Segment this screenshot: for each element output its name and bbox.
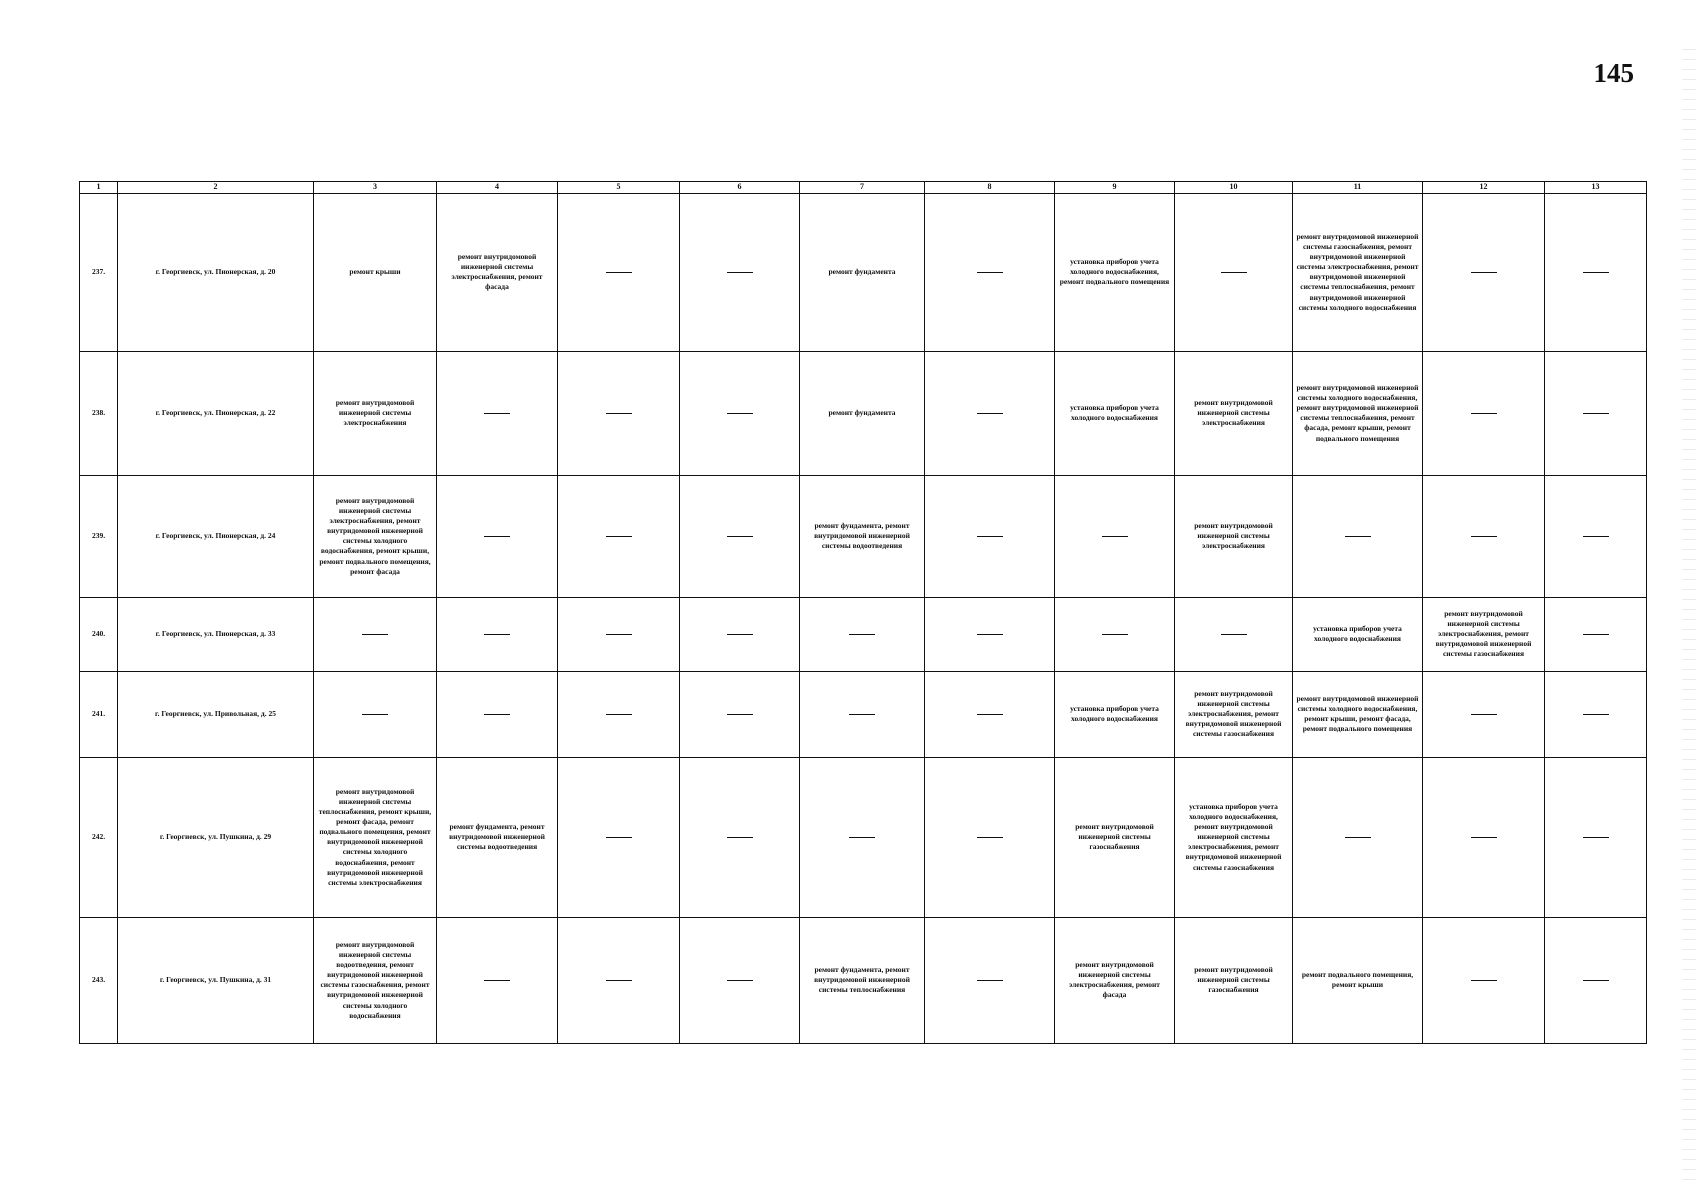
work-description-cell: ремонт фундамента <box>800 193 925 351</box>
empty-cell <box>680 917 800 1043</box>
column-number-header: 11 <box>1293 182 1423 194</box>
empty-cell <box>558 193 680 351</box>
row-number: 242. <box>80 757 118 917</box>
empty-cell <box>925 193 1055 351</box>
empty-cell <box>800 757 925 917</box>
empty-cell <box>925 757 1055 917</box>
dash-mark <box>484 413 510 414</box>
dash-mark <box>977 714 1003 715</box>
building-address: г. Георгиевск, ул. Пушкина, д. 31 <box>118 917 314 1043</box>
dash-mark <box>606 634 632 635</box>
empty-cell <box>1545 917 1647 1043</box>
dash-mark <box>484 980 510 981</box>
dash-mark <box>606 413 632 414</box>
work-description-cell: ремонт фундамента, ремонт внутридомовой инженерной системы водоотведения <box>800 475 925 597</box>
dash-mark <box>1583 837 1609 838</box>
work-description-cell: ремонт крыши <box>314 193 437 351</box>
dash-mark <box>1471 413 1497 414</box>
work-description-cell: установка приборов учета холодного водоснабжения, ремонт подвального помещения <box>1055 193 1175 351</box>
empty-cell <box>925 671 1055 757</box>
work-description-cell: установка приборов учета холодного водоснабжения <box>1055 351 1175 475</box>
work-description-cell: ремонт внутридомовой инженерной системы электроснабжения, ремонт внутридомовой инженерной системы газоснабжения <box>1175 671 1293 757</box>
empty-cell <box>558 597 680 671</box>
empty-cell <box>1293 475 1423 597</box>
empty-cell <box>680 671 800 757</box>
dash-mark <box>727 837 753 838</box>
building-address: г. Георгиевск, ул. Привольная, д. 25 <box>118 671 314 757</box>
dash-mark <box>1583 714 1609 715</box>
work-description-cell: ремонт внутридомовой инженерной системы электроснабжения, ремонт внутридомовой инженерной системы холодного водоснабжения, ремонт крыши, ремонт подвального помещения, ремонт фасада <box>314 475 437 597</box>
dash-mark <box>1221 634 1247 635</box>
dash-mark <box>849 634 875 635</box>
empty-cell <box>558 757 680 917</box>
dash-mark <box>727 536 753 537</box>
empty-cell <box>1175 597 1293 671</box>
column-number-header: 1 <box>80 182 118 194</box>
dash-mark <box>1471 714 1497 715</box>
work-description-cell: ремонт внутридомовой инженерной системы электроснабжения <box>314 351 437 475</box>
work-description-cell: ремонт фундамента, ремонт внутридомовой инженерной системы водоотведения <box>437 757 558 917</box>
work-description-cell: ремонт внутридомовой инженерной системы газоснабжения <box>1055 757 1175 917</box>
empty-cell <box>1423 757 1545 917</box>
empty-cell <box>925 351 1055 475</box>
dash-mark <box>849 714 875 715</box>
column-number-header: 4 <box>437 182 558 194</box>
work-description-cell: ремонт внутридомовой инженерной системы электроснабжения, ремонт фасада <box>437 193 558 351</box>
dash-mark <box>484 714 510 715</box>
dash-mark <box>1471 272 1497 273</box>
work-description-cell: ремонт внутридомовой инженерной системы газоснабжения <box>1175 917 1293 1043</box>
empty-cell <box>1423 671 1545 757</box>
empty-cell <box>1423 917 1545 1043</box>
dash-mark <box>977 837 1003 838</box>
repair-schedule-table <box>79 181 1647 1044</box>
building-address: г. Георгиевск, ул. Пионерская, д. 33 <box>118 597 314 671</box>
row-number: 243. <box>80 917 118 1043</box>
dash-mark <box>484 536 510 537</box>
empty-cell <box>558 351 680 475</box>
empty-cell <box>437 917 558 1043</box>
dash-mark <box>606 714 632 715</box>
row-number: 239. <box>80 475 118 597</box>
column-number-header: 5 <box>558 182 680 194</box>
empty-cell <box>437 597 558 671</box>
dash-mark <box>1345 536 1371 537</box>
empty-cell <box>558 475 680 597</box>
work-description-cell: установка приборов учета холодного водоснабжения <box>1293 597 1423 671</box>
dash-mark <box>1583 980 1609 981</box>
dash-mark <box>727 272 753 273</box>
dash-mark <box>1471 980 1497 981</box>
page-number: 145 <box>1593 58 1634 88</box>
work-description-cell: ремонт внутридомовой инженерной системы электроснабжения, ремонт фасада <box>1055 917 1175 1043</box>
work-description-cell: ремонт внутридомовой инженерной системы электроснабжения <box>1175 351 1293 475</box>
empty-cell <box>925 597 1055 671</box>
table-body <box>80 193 1647 1043</box>
column-number-header: 12 <box>1423 182 1545 194</box>
column-number-header: 2 <box>118 182 314 194</box>
empty-cell <box>1423 475 1545 597</box>
dash-mark <box>727 980 753 981</box>
dash-mark <box>606 980 632 981</box>
empty-cell <box>1423 193 1545 351</box>
dash-mark <box>1221 272 1247 273</box>
dash-mark <box>977 980 1003 981</box>
building-address: г. Георгиевск, ул. Пионерская, д. 22 <box>118 351 314 475</box>
column-number-header: 7 <box>800 182 925 194</box>
work-description-cell: ремонт внутридомовой инженерной системы холодного водоснабжения, ремонт внутридомовой инженерной системы теплоснабжения, ремонт фасада, ремонт крыши, ремонт подвального помещения <box>1293 351 1423 475</box>
column-number-header: 10 <box>1175 182 1293 194</box>
dash-mark <box>977 272 1003 273</box>
empty-cell <box>437 475 558 597</box>
table-row <box>80 597 1647 671</box>
dash-mark <box>1583 413 1609 414</box>
dash-mark <box>1583 634 1609 635</box>
dash-mark <box>727 714 753 715</box>
empty-cell <box>925 475 1055 597</box>
dash-mark <box>606 837 632 838</box>
dash-mark <box>1102 634 1128 635</box>
empty-cell <box>1545 671 1647 757</box>
empty-cell <box>800 671 925 757</box>
dash-mark <box>727 413 753 414</box>
dash-mark <box>849 837 875 838</box>
table-row <box>80 757 1647 917</box>
dash-mark <box>1345 837 1371 838</box>
empty-cell <box>925 917 1055 1043</box>
dash-mark <box>1583 272 1609 273</box>
work-description-cell: ремонт внутридомовой инженерной системы газоснабжения, ремонт внутридомовой инженерной системы электроснабжения, ремонт внутридомовой инженерной системы теплоснабжения, ремонт внутридомовой инженерной системы холодного водоснабжения <box>1293 193 1423 351</box>
building-address: г. Георгиевск, ул. Пионерская, д. 20 <box>118 193 314 351</box>
empty-cell <box>1423 351 1545 475</box>
empty-cell <box>1055 475 1175 597</box>
row-number: 240. <box>80 597 118 671</box>
scan-edge-noise <box>1682 40 1696 1180</box>
table-row <box>80 351 1647 475</box>
dash-mark <box>1471 837 1497 838</box>
empty-cell <box>680 757 800 917</box>
empty-cell <box>1545 193 1647 351</box>
table-row <box>80 193 1647 351</box>
dash-mark <box>606 536 632 537</box>
empty-cell <box>1055 597 1175 671</box>
column-number-header: 9 <box>1055 182 1175 194</box>
dash-mark <box>977 536 1003 537</box>
empty-cell <box>314 597 437 671</box>
column-number-row <box>80 182 1647 194</box>
dash-mark <box>484 634 510 635</box>
work-description-cell: ремонт внутридомовой инженерной системы теплоснабжения, ремонт крыши, ремонт фасада, ремонт подвального помещения, ремонт внутридомовой инженерной системы холодного водоснабжения, ремонт внутридомовой инженерной системы электроснабжения <box>314 757 437 917</box>
empty-cell <box>800 597 925 671</box>
dash-mark <box>1471 536 1497 537</box>
empty-cell <box>1175 193 1293 351</box>
dash-mark <box>362 634 388 635</box>
empty-cell <box>680 351 800 475</box>
column-number-header: 3 <box>314 182 437 194</box>
work-description-cell: ремонт внутридомовой инженерной системы электроснабжения, ремонт внутридомовой инженерной системы газоснабжения <box>1423 597 1545 671</box>
table-row <box>80 671 1647 757</box>
dash-mark <box>1102 536 1128 537</box>
table-row <box>80 475 1647 597</box>
work-description-cell: ремонт внутридомовой инженерной системы водоотведения, ремонт внутридомовой инженерной системы газоснабжения, ремонт внутридомовой инженерной системы холодного водоснабжения <box>314 917 437 1043</box>
work-description-cell: установка приборов учета холодного водоснабжения <box>1055 671 1175 757</box>
empty-cell <box>558 917 680 1043</box>
work-description-cell: ремонт подвального помещения, ремонт крыши <box>1293 917 1423 1043</box>
empty-cell <box>1545 351 1647 475</box>
empty-cell <box>314 671 437 757</box>
work-description-cell: ремонт внутридомовой инженерной системы электроснабжения <box>1175 475 1293 597</box>
work-description-cell: ремонт фундамента, ремонт внутридомовой инженерной системы теплоснабжения <box>800 917 925 1043</box>
dash-mark <box>977 413 1003 414</box>
empty-cell <box>1545 757 1647 917</box>
table-row <box>80 917 1647 1043</box>
dash-mark <box>606 272 632 273</box>
dash-mark <box>1583 536 1609 537</box>
work-description-cell: ремонт фундамента <box>800 351 925 475</box>
row-number: 237. <box>80 193 118 351</box>
dash-mark <box>362 714 388 715</box>
building-address: г. Георгиевск, ул. Пионерская, д. 24 <box>118 475 314 597</box>
empty-cell <box>437 671 558 757</box>
row-number: 238. <box>80 351 118 475</box>
empty-cell <box>1545 597 1647 671</box>
column-number-header: 13 <box>1545 182 1647 194</box>
column-number-header: 6 <box>680 182 800 194</box>
row-number: 241. <box>80 671 118 757</box>
empty-cell <box>680 597 800 671</box>
empty-cell <box>437 351 558 475</box>
dash-mark <box>727 634 753 635</box>
work-description-cell: установка приборов учета холодного водоснабжения, ремонт внутридомовой инженерной системы электроснабжения, ремонт внутридомовой инженерной системы газоснабжения <box>1175 757 1293 917</box>
empty-cell <box>1293 757 1423 917</box>
work-description-cell: ремонт внутридомовой инженерной системы холодного водоснабжения, ремонт крыши, ремонт фасада, ремонт подвального помещения <box>1293 671 1423 757</box>
empty-cell <box>680 475 800 597</box>
building-address: г. Георгиевск, ул. Пушкина, д. 29 <box>118 757 314 917</box>
empty-cell <box>1545 475 1647 597</box>
empty-cell <box>680 193 800 351</box>
column-number-header: 8 <box>925 182 1055 194</box>
empty-cell <box>558 671 680 757</box>
dash-mark <box>977 634 1003 635</box>
